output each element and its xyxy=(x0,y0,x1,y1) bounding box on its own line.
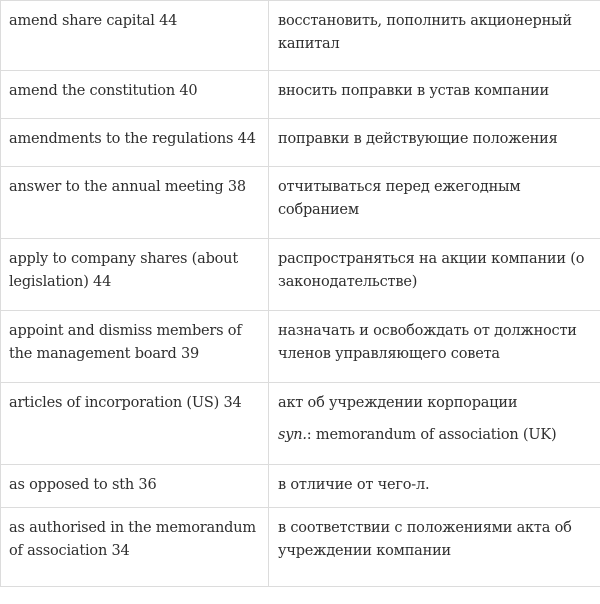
table-row xyxy=(1,311,600,383)
translation-cell: восстановить, пополнить акционерный капитал xyxy=(269,1,600,71)
translation-cell: распространяться на акции компании (о законодательстве) xyxy=(269,239,600,311)
table-row xyxy=(1,1,600,71)
term-cell: amend share capital 44 xyxy=(1,1,269,71)
term-cell: apply to company shares (about legislation) 44 xyxy=(1,239,269,311)
translation-cell: поправки в действующие положения xyxy=(269,119,600,167)
translation-text: акт об учреждении корпорации xyxy=(278,395,518,411)
term-cell: articles of incorporation (US) 34 xyxy=(1,383,269,465)
table-row xyxy=(1,465,600,508)
table-row xyxy=(1,167,600,239)
translation-cell xyxy=(269,383,600,465)
translation-cell: вносить поправки в устав компании xyxy=(269,71,600,119)
translation-cell: в отличие от чего-л. xyxy=(269,465,600,508)
synonym-text: memorandum of association (UK) xyxy=(315,427,557,443)
term-cell: appoint and dismiss members of the management board 39 xyxy=(1,311,269,383)
synonym-line xyxy=(278,424,592,447)
table-row xyxy=(1,239,600,311)
term-cell: amendments to the regulations 44 xyxy=(1,119,269,167)
translation-cell: в соответствии с положениями акта об учреждении компании xyxy=(269,508,600,587)
term-cell: amend the constitution 40 xyxy=(1,71,269,119)
term-cell: as opposed to sth 36 xyxy=(1,465,269,508)
synonym-label: syn. xyxy=(278,427,307,443)
translation-cell: отчитываться перед ежегодным собранием xyxy=(269,167,600,239)
table-row xyxy=(1,71,600,119)
synonym-separator: : xyxy=(306,427,316,443)
term-cell: answer to the annual meeting 38 xyxy=(1,167,269,239)
table-row xyxy=(1,508,600,587)
table-row xyxy=(1,119,600,167)
translation-cell: назначать и освобождать от должности членов управляющего совета xyxy=(269,311,600,383)
term-cell: as authorised in the memorandum of association 34 xyxy=(1,508,269,587)
table-row xyxy=(1,383,600,465)
